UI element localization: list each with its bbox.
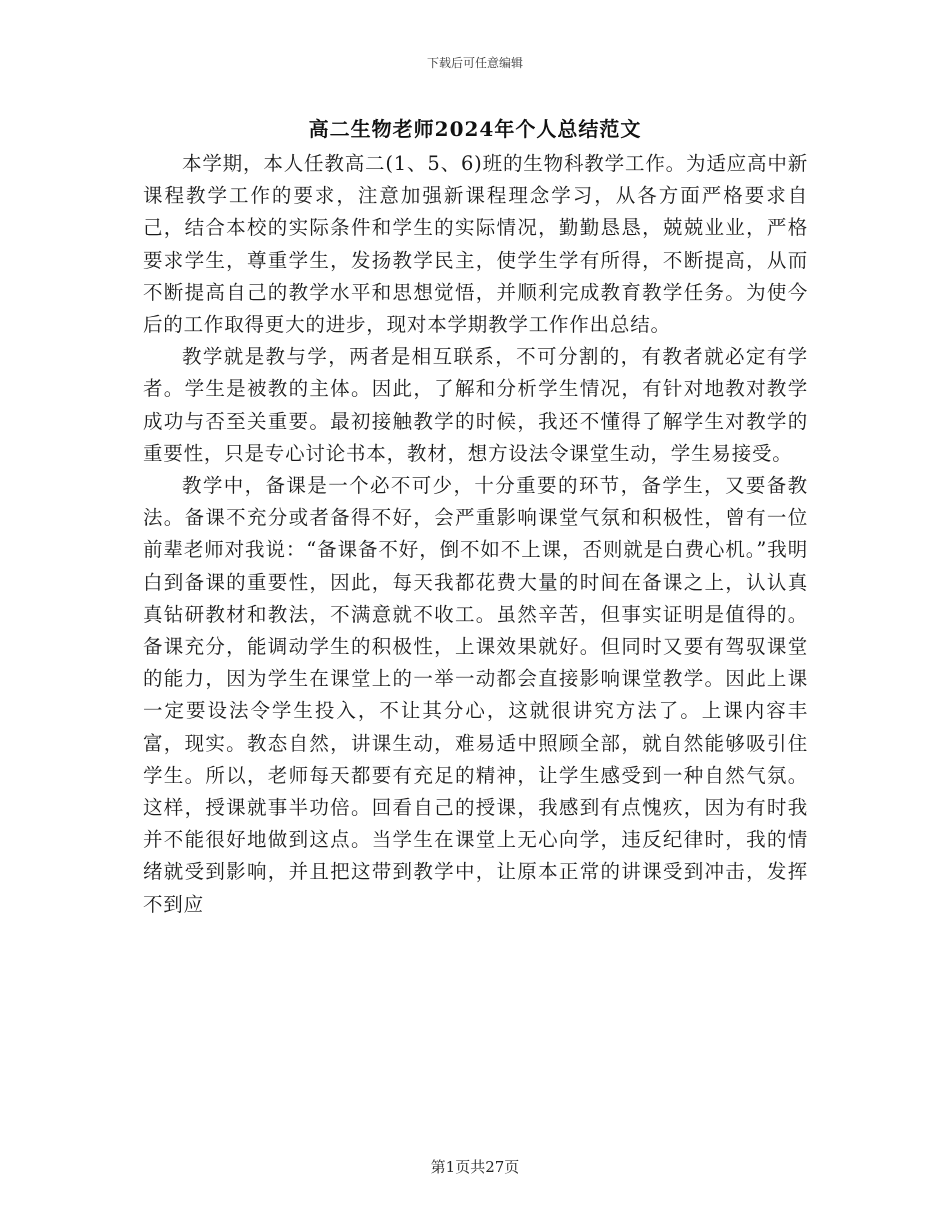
- document-body: [143, 148, 808, 921]
- body-paragraph: 教学就是教与学，两者是相互联系，不可分割的，有教者就必定有学者。学生是被教的主体。因此，了解和分析学生情况，有针对地教对教学成功与否至关重要。最初接触教学的时候，我还不懂得了解学生对教学的重要性，只是专心讨论书本，教材，想方设法令课堂生动，学生易接受。: [143, 345, 808, 465]
- header-note: 下载后可任意编辑: [426, 56, 523, 70]
- body-paragraph: 本学期，本人任教高二(1、5、6)班的生物科教学工作。为适应高中新课程教学工作的要求，注意加强新课程理念学习，从各方面严格要求自己，结合本校的实际条件和学生的实际情况，勤勤恳恳，兢兢业业，严格要求学生，尊重学生，发扬教学民主，使学生学有所得，不断提高，从而不断提高自己的教学水平和思想觉悟，并顺利完成教育教学任务。为使今后的工作取得更大的进步，现对本学期教学工作作出总结。: [143, 152, 808, 337]
- page-footer: 第1页共27页: [430, 1158, 520, 1176]
- document-title: 高二生物老师2024年个人总结范文: [308, 117, 642, 141]
- body-paragraph: 教学中，备课是一个必不可少，十分重要的环节，备学生，又要备教法。备课不充分或者备得不好，会严重影响课堂气氛和积极性，曾有一位前辈老师对我说：“备课备不好，倒不如不上课，否则就是白费心机。”我明白到备课的重要性，因此，每天我都花费大量的时间在备课之上，认认真真钻研教材和教法，不满意就不收工。虽然辛苦，但事实证明是值得的。备课充分，能调动学生的积极性，上课效果就好。但同时又要有驾驭课堂的能力，因为学生在课堂上的一举一动都会直接影响课堂教学。因此上课一定要设法令学生投入，不让其分心，这就很讲究方法了。上课内容丰富，现实。教态自然，讲课生动，难易适中照顾全部，就自然能够吸引住学生。所以，老师每天都要有充足的精神，让学生感受到一种自然气氛。这样，授课就事半功倍。回看自己的授课，我感到有点愧疚，因为有时我并不能很好地做到这点。当学生在课堂上无心向学，违反纪律时，我的情绪就受到影响，并且把这带到教学中，让原本正常的讲课受到冲击，发挥不到应: [143, 474, 808, 916]
